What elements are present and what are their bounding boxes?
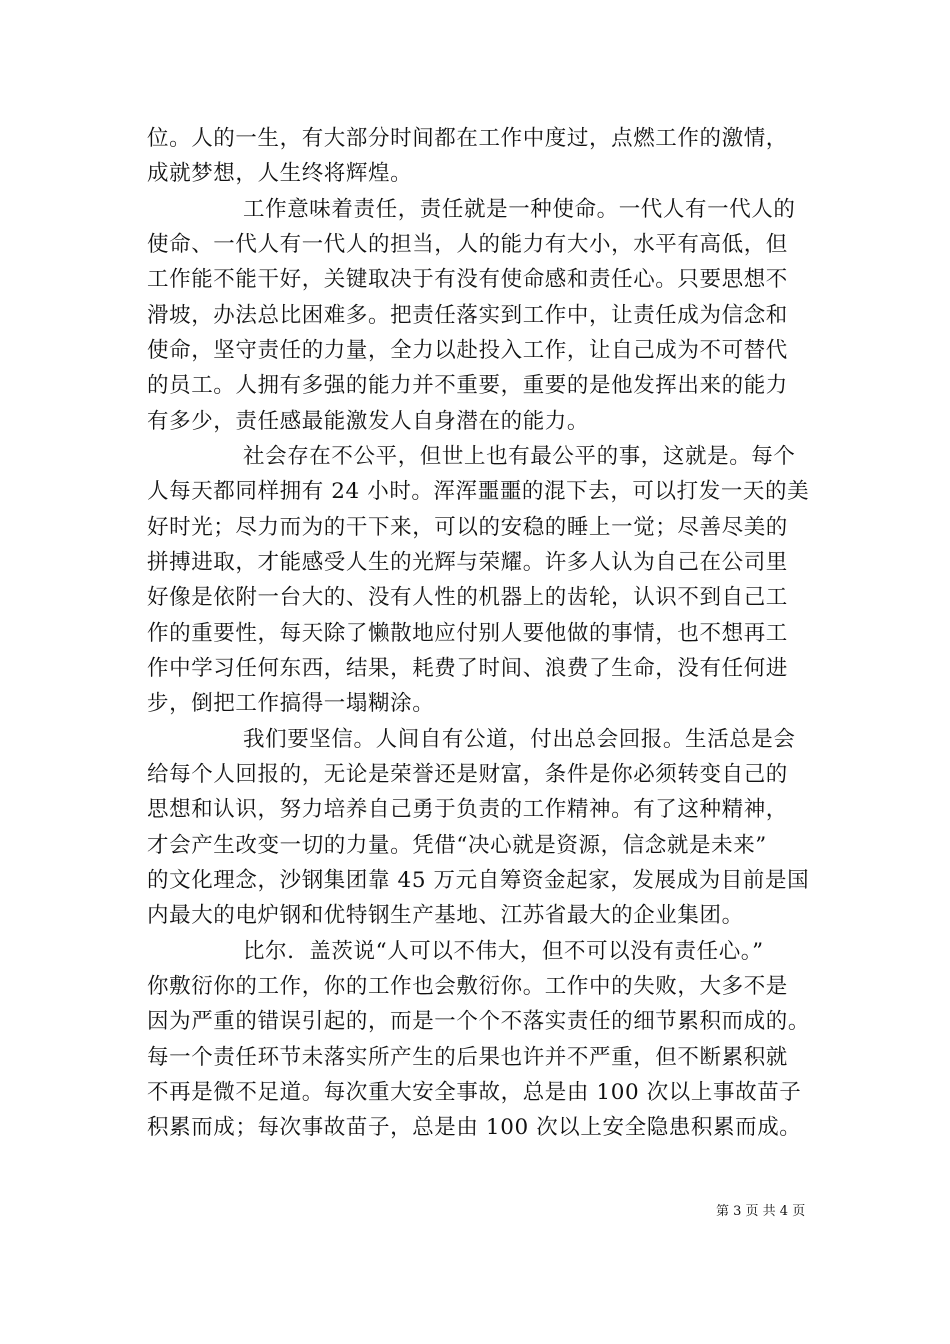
paragraph-start-line: 比尔．盖茨说“人可以不伟大，但不可以没有责任心。”: [243, 939, 764, 964]
text-line: 内最大的电炉钢和优特钢生产基地、江苏省最大的企业集团。: [147, 903, 744, 928]
text-line: 不再是微不足道。每次重大安全事故，总是由 100 次以上事故苗子: [147, 1080, 802, 1105]
paragraph-start-line: 我们要坚信。人间自有公道，付出总会回报。生活总是会: [243, 727, 796, 752]
text-line: 积累而成；每次事故苗子，总是由 100 次以上安全隐患积累而成。: [147, 1115, 802, 1140]
text-line: 好像是依附一台大的、没有人性的机器上的齿轮，认识不到自己工: [147, 585, 788, 610]
paragraph-start-line: 工作意味着责任，责任就是一种使命。一代人有一代人的: [243, 197, 796, 222]
text-line: 人每天都同样拥有 24 小时。浑浑噩噩的混下去，可以打发一天的美: [147, 479, 810, 504]
text-line: 工作能不能干好，关键取决于有没有使命感和责任心。只要思想不: [147, 267, 788, 292]
text-line: 思想和认识，努力培养自己勇于负责的工作精神。有了这种精神，: [147, 797, 788, 822]
text-line: 给每个人回报的，无论是荣誉还是财富，条件是你必须转变自己的: [147, 762, 788, 787]
text-line: 作的重要性，每天除了懒散地应付别人要他做的事情，也不想再工: [147, 621, 788, 646]
text-line: 位。人的一生，有大部分时间都在工作中度过，点燃工作的激情，: [147, 126, 788, 151]
text-line: 你敷衍你的工作，你的工作也会敷衍你。工作中的失败，大多不是: [147, 974, 788, 999]
text-line: 成就梦想，人生终将辉煌。: [147, 161, 413, 186]
text-line: 好时光；尽力而为的干下来，可以的安稳的睡上一觉；尽善尽美的: [147, 515, 788, 540]
text-line: 拼搏进取，才能感受人生的光辉与荣耀。许多人认为自己在公司里: [147, 550, 788, 575]
page-number-footer: 第 3 页 共 4 页: [716, 1204, 806, 1219]
text-line: 使命、一代人有一代人的担当，人的能力有大小，水平有高低，但: [147, 232, 788, 257]
text-line: 步，倒把工作搞得一塌糊涂。: [147, 691, 435, 716]
text-line: 才会产生改变一切的力量。凭借“决心就是资源，信念就是未来”: [147, 833, 767, 858]
text-line: 的文化理念，沙钢集团靠 45 万元自筹资金起家，发展成为目前是国: [147, 868, 810, 893]
text-line: 滑坡，办法总比困难多。把责任落实到工作中，让责任成为信念和: [147, 303, 788, 328]
text-line: 因为严重的错误引起的，而是一个个不落实责任的细节累积而成的。: [147, 1009, 811, 1034]
paragraph-start-line: 社会存在不公平，但世上也有最公平的事，这就是。每个: [243, 444, 796, 469]
text-line: 使命，坚守责任的力量，全力以赴投入工作，让自己成为不可替代: [147, 338, 788, 363]
text-line: 作中学习任何东西，结果，耗费了时间、浪费了生命，没有任何进: [147, 656, 788, 681]
text-line: 每一个责任环节未落实所产生的后果也许并不严重，但不断累积就: [147, 1045, 788, 1070]
text-line: 有多少，责任感最能激发人自身潜在的能力。: [147, 409, 590, 434]
text-line: 的员工。人拥有多强的能力并不重要，重要的是他发挥出来的能力: [147, 373, 788, 398]
